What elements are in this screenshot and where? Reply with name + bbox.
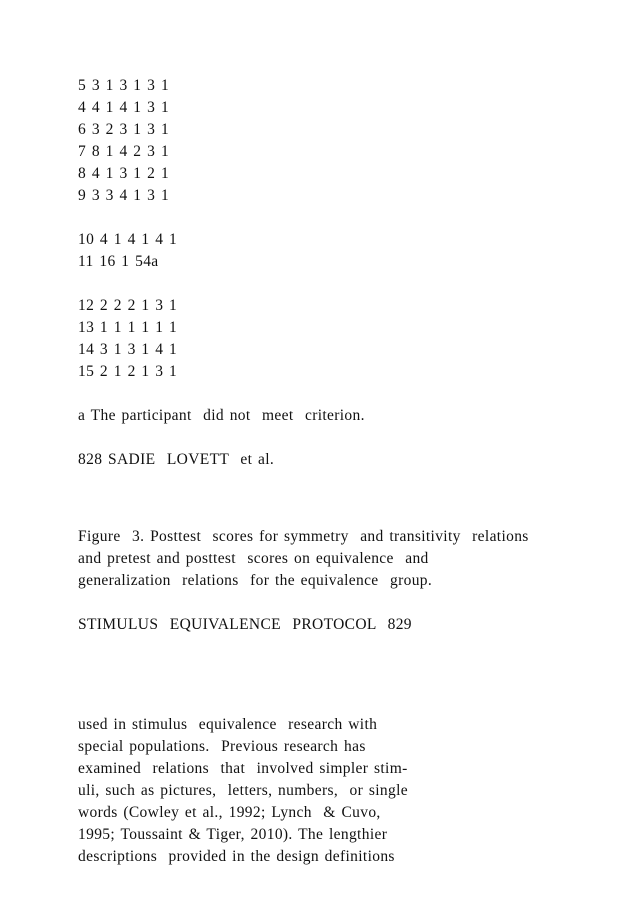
table-row: 12 2 2 2 1 3 1 [78,297,178,314]
figure-caption-line: Figure 3. Posttest scores for symmetry and transitivity relations [78,528,529,545]
table-row: 6 3 2 3 1 3 1 [78,121,170,138]
body-text-line: descriptions provided in the design definitions [78,848,395,865]
document-page [78,0,618,902]
table-row: 9 3 3 4 1 3 1 [78,187,170,204]
body-text-line: used in stimulus equivalence research with [78,716,378,733]
table-row: 10 4 1 4 1 4 1 [78,231,178,248]
table-row: 8 4 1 3 1 2 1 [78,165,170,182]
figure-caption-line: and pretest and posttest scores on equivalence and [78,550,429,567]
table-row: 4 4 1 4 1 3 1 [78,99,170,116]
running-head-left: 828 SADIE LOVETT et al. [78,451,275,468]
body-text-line: examined relations that involved simpler stim- [78,760,408,777]
table-row: 7 8 1 4 2 3 1 [78,143,170,160]
table-row: 11 16 1 54a [78,253,159,270]
table-row: 15 2 1 2 1 3 1 [78,363,178,380]
body-text-line: special populations. Previous research has [78,738,366,755]
body-text-line: words (Cowley et al., 1992; Lynch & Cuvo, [78,804,381,821]
table-row: 14 3 1 3 1 4 1 [78,341,178,358]
running-head-right: STIMULUS EQUIVALENCE PROTOCOL 829 [78,616,412,633]
table-row: 13 1 1 1 1 1 1 [78,319,178,336]
figure-caption-line: generalization relations for the equivalence group. [78,572,433,589]
table-footnote: a The participant did not meet criterion. [78,407,365,424]
body-text-line: 1995; Toussaint & Tiger, 2010). The lengthier [78,826,388,843]
table-row: 5 3 1 3 1 3 1 [78,77,170,94]
body-text-line: uli, such as pictures, letters, numbers, or single [78,782,409,799]
